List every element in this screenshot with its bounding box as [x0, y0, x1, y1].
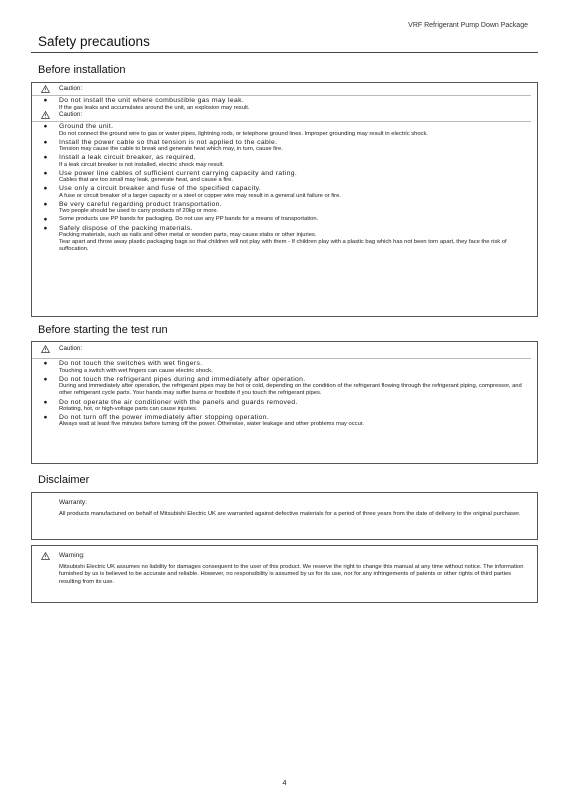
item-detail: If a leak circuit breaker is not installed, electric shock may result.: [59, 161, 224, 168]
item-detail: Always wait at least five minutes before turning off the power. Otherwise, water leakage and other problems may occur.: [59, 421, 365, 428]
item-detail: A fuse or circuit breaker of a larger capacity or a steel or copper wire may result in a general unit failure or fire.: [59, 192, 341, 199]
bullet-icon: ●: [43, 97, 48, 105]
before-installation-list: [32, 123, 537, 253]
document-header-title: VRF Refrigerant Pump Down Package: [408, 22, 528, 29]
list-item: [32, 399, 537, 414]
title-divider: [31, 52, 538, 53]
list-item: [32, 123, 537, 138]
bullet-icon: ●: [43, 185, 48, 193]
warning-label: Warning:: [59, 552, 85, 559]
warning-box: [31, 545, 538, 603]
caution-label: Caution:: [59, 85, 83, 92]
list-item: [32, 170, 537, 185]
item-lead: Do not touch the switches with wet fingers.: [59, 360, 203, 368]
list-item: [32, 376, 537, 398]
item-detail: If the gas leaks and accumulates around the unit, an explosion may result.: [59, 104, 250, 111]
list-item: [32, 97, 537, 112]
bullet-icon: ●: [43, 375, 48, 383]
item-lead: Safely dispose of the packing materials.: [59, 224, 193, 232]
item-lead: Use power line cables of sufficient current carrying capacity and rating.: [59, 169, 298, 177]
item-lead: Do not touch the refrigerant pipes during and immediately after operation.: [59, 375, 306, 383]
page-number: 4: [282, 778, 287, 787]
item-detail: Some products use PP bands for packaging. Do not use any PP bands for a means of transportation.: [59, 216, 319, 223]
list-item: [32, 154, 537, 169]
list-item: [32, 414, 537, 429]
warning-triangle-icon: [41, 111, 50, 119]
caution-label: Caution:: [59, 345, 83, 352]
warning-triangle-icon: [41, 345, 50, 353]
bullet-icon: ●: [43, 154, 48, 162]
bullet-icon: ●: [43, 169, 48, 177]
item-lead: Do not install the unit where combustible gas may leak.: [59, 97, 245, 105]
item-detail: Rotating, hot, or high-voltage parts can cause injuries.: [59, 405, 198, 412]
bullet-icon: ●: [43, 216, 48, 224]
bullet-icon: ●: [43, 398, 48, 406]
warranty-box: [31, 492, 538, 540]
caution-row: [32, 345, 537, 355]
list-item: [32, 201, 537, 216]
bullet-icon: ●: [43, 414, 48, 421]
item-detail: Two people should be used to carry products of 20kg or more.: [59, 208, 219, 215]
item-lead: Ground the unit.: [59, 123, 114, 131]
item-lead: Be very careful regarding product transportation.: [59, 200, 222, 208]
warning-text: Mitsubishi Electric UK assumes no liability for damages consequent to the user of this product. We reserve the right to change this manual at any time without notice. The information furnished by us is believed to be accurate and reliable. However, no responsibility is assumed by us for its use, nor for any infringements of patents or other rights of third parties resulting from its use.: [59, 564, 524, 585]
bullet-icon: ●: [43, 138, 48, 146]
item-detail: Cables that are too small may leak, generate heat, and cause a fire.: [59, 177, 234, 184]
list-item: [32, 225, 537, 254]
page-title: Safety precautions: [38, 34, 150, 49]
section-title-disclaimer: Disclaimer: [38, 474, 90, 486]
before-installation-box: [31, 82, 538, 317]
item-detail: During and immediately after operation, the refrigerant pipes may be hot or cold, depending on the condition of the refrigerant flowing through the refrigerant piping, compressor, and other refrigerant cycle parts. Your hands may suffer burns or frostbite if you touch the refrigerant pipes.: [59, 383, 522, 397]
caution-row: [32, 85, 537, 95]
item-lead: Install a leak circuit breaker, as required.: [59, 154, 197, 162]
before-test-run-box: [31, 341, 538, 464]
item-detail: Touching a switch with wet fingers can cause electric shock.: [59, 367, 213, 374]
bullet-icon: ●: [43, 224, 48, 232]
warning-triangle-icon: [41, 85, 50, 93]
list-item: [32, 216, 537, 223]
list-item: [32, 185, 537, 200]
list-item: [32, 139, 537, 154]
item-detail: Do not connect the ground wire to gas or water pipes, lightning rods, or telephone ground lines. Improper grounding may result in electric shock.: [59, 130, 428, 137]
before-test-run-list: [32, 360, 537, 428]
caution-label: Caution:: [59, 110, 83, 118]
item-lead: Use only a circuit breaker and fuse of the specified capacity.: [59, 185, 262, 193]
item-detail: Packing materials, such as nails and other metal or wooden parts, may cause stabs or other injuries.: [59, 232, 317, 239]
caution-row: [32, 111, 537, 121]
warranty-text: All products manufactured on behalf of Mitsubishi Electric UK are warranted against defective materials for a period of three years from the date of delivery to the original purchaser.: [59, 511, 521, 517]
bullet-icon: ●: [43, 360, 48, 368]
item-detail: Tension may cause the cable to break and generate heat which may, in turn, cause fire.: [59, 146, 283, 153]
list-item: [32, 360, 537, 375]
item-lead: Do not operate the air conditioner with the panels and guards removed.: [59, 398, 298, 406]
bullet-icon: ●: [43, 200, 48, 208]
item-lead: Do not turn off the power immediately after stopping operation.: [59, 414, 270, 421]
warranty-label: Warranty:: [59, 499, 87, 506]
item-lead: Install the power cable so that tension is not applied to the cable.: [59, 138, 278, 146]
warning-triangle-icon: [41, 552, 50, 560]
section-title-before-test-run: Before starting the test run: [38, 324, 168, 336]
bullet-icon: ●: [43, 123, 48, 131]
section-title-before-installation: Before installation: [38, 64, 126, 76]
item-detail: Tear apart and throw away plastic packaging bags so that children will not play with them - If children play with a plastic bag which has not been torn apart, they face the risk of suffocation.: [59, 239, 507, 253]
